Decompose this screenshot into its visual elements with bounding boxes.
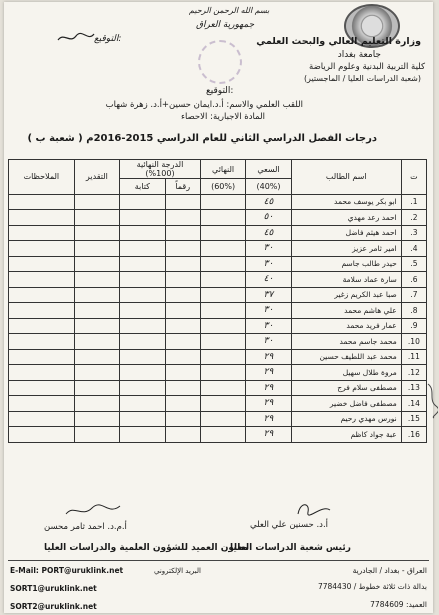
signatory-left-name: أ.م.د. احمد ثامر محسن xyxy=(44,522,127,532)
cell-effort: ٤٥ xyxy=(246,194,291,210)
cell-total-words xyxy=(120,411,165,427)
cell-total-num xyxy=(165,225,200,241)
department-name: (شعبة الدراسات العليا / الماجستير) xyxy=(303,74,421,83)
cell-final xyxy=(200,396,245,412)
cell-effort: ٢٩ xyxy=(246,396,291,412)
table-row xyxy=(9,225,427,241)
cell-notes xyxy=(9,194,75,210)
cell-notes xyxy=(9,349,75,365)
cell-name: محمد عبد اللطيف حسين xyxy=(291,349,401,365)
cell-total-words xyxy=(120,427,165,443)
cell-grade xyxy=(74,225,119,241)
col-final: النهائي xyxy=(200,160,245,179)
cell-total-words xyxy=(120,334,165,350)
cell-total-num xyxy=(165,365,200,381)
signature-right-icon xyxy=(294,498,334,520)
cell-total-words xyxy=(120,396,165,412)
cell-total-num xyxy=(165,194,200,210)
cell-effort: ٣٠ xyxy=(246,241,291,257)
cell-total-words xyxy=(120,318,165,334)
cell-effort: ٤٠ xyxy=(246,272,291,288)
cell-effort: ٢٩ xyxy=(246,411,291,427)
cell-name: مصطفى فاضل خضير xyxy=(291,396,401,412)
subject-line: المادة الاجبارية: الاحصاء xyxy=(180,112,265,122)
footer-divider xyxy=(8,560,429,561)
cell-index: 3. xyxy=(401,225,426,241)
cell-index: 6. xyxy=(401,272,426,288)
cell-final xyxy=(200,241,245,257)
footer-site-1: SORT1@uruklink.net xyxy=(10,584,97,593)
cell-name: مروة طلال سهيل xyxy=(291,365,401,381)
cell-final xyxy=(200,349,245,365)
cell-total-num xyxy=(165,241,200,257)
signature-label-2: التوقيع: xyxy=(206,86,234,96)
cell-name: نورس مهدي رحيم xyxy=(291,411,401,427)
cell-grade xyxy=(74,411,119,427)
table-row xyxy=(9,318,427,334)
cell-index: 14. xyxy=(401,396,426,412)
document-sheet xyxy=(4,2,433,613)
cell-effort: ٢٩ xyxy=(246,365,291,381)
col-total: الدرجة النهائية (100%) xyxy=(120,160,201,179)
margin-scribble-icon xyxy=(426,380,438,420)
col-total-num: رقماً xyxy=(165,179,200,195)
college-name: كلية التربية البدنية وعلوم الرياضة xyxy=(309,62,425,72)
cell-index: 13. xyxy=(401,380,426,396)
cell-name: امير ثامر عزيز xyxy=(291,241,401,257)
cell-effort: ٣٧ xyxy=(246,287,291,303)
cell-name: عبة جواد كاظم xyxy=(291,427,401,443)
cell-index: 2. xyxy=(401,210,426,226)
cell-index: 5. xyxy=(401,256,426,272)
footer-site-2: SORT2@uruklink.net xyxy=(10,602,97,611)
cell-effort: ٥٠ xyxy=(246,210,291,226)
signatory-right-name: أ.د. حسنين علي العلي xyxy=(250,520,329,530)
table-row xyxy=(9,287,427,303)
cell-total-words xyxy=(120,256,165,272)
cell-grade xyxy=(74,349,119,365)
table-row xyxy=(9,256,427,272)
cell-index: 8. xyxy=(401,303,426,319)
cell-total-num xyxy=(165,303,200,319)
cell-notes xyxy=(9,396,75,412)
cell-total-words xyxy=(120,225,165,241)
col-index: ت xyxy=(401,160,426,195)
cell-final xyxy=(200,411,245,427)
cell-total-num xyxy=(165,349,200,365)
cell-index: 15. xyxy=(401,411,426,427)
cell-final xyxy=(200,225,245,241)
cell-total-words xyxy=(120,241,165,257)
cell-notes xyxy=(9,380,75,396)
col-final-pct: (60%) xyxy=(200,179,245,195)
cell-name: ابو بكر يوسف محمد xyxy=(291,194,401,210)
cell-final xyxy=(200,272,245,288)
cell-total-words xyxy=(120,303,165,319)
cell-effort: ٣٠ xyxy=(246,256,291,272)
cell-final xyxy=(200,318,245,334)
cell-grade xyxy=(74,427,119,443)
cell-index: 11. xyxy=(401,349,426,365)
cell-total-words xyxy=(120,287,165,303)
cell-grade xyxy=(74,396,119,412)
cell-final xyxy=(200,303,245,319)
cell-effort: ٢٩ xyxy=(246,427,291,443)
cell-name: عمار فريد محمد xyxy=(291,318,401,334)
cell-name: احمد هيثم فاضل xyxy=(291,225,401,241)
signature-scribble-icon xyxy=(56,30,96,46)
cell-grade xyxy=(74,194,119,210)
col-effort-pct: (40%) xyxy=(246,179,291,195)
cell-grade xyxy=(74,241,119,257)
cell-final xyxy=(200,194,245,210)
cell-grade xyxy=(74,287,119,303)
cell-index: 7. xyxy=(401,287,426,303)
cell-effort: ٣٠ xyxy=(246,318,291,334)
cell-notes xyxy=(9,287,75,303)
cell-index: 9. xyxy=(401,318,426,334)
cell-notes xyxy=(9,427,75,443)
footer-phone: بدالة ذات ثلاثة خطوط / 7784430 xyxy=(317,582,427,591)
cell-effort: ٤٥ xyxy=(246,225,291,241)
cell-grade xyxy=(74,210,119,226)
cell-notes xyxy=(9,241,75,257)
table-row xyxy=(9,272,427,288)
cell-effort: ٣٠ xyxy=(246,303,291,319)
cell-name: محمد جاسم محمد xyxy=(291,334,401,350)
cell-notes xyxy=(9,210,75,226)
cell-index: 4. xyxy=(401,241,426,257)
cell-grade xyxy=(74,380,119,396)
page-heading: درجات الفصل الدراسي الثاني للعام الدراسي 2015-2016م ( شعبة ب ) xyxy=(27,133,377,144)
cell-grade xyxy=(74,256,119,272)
cell-total-num xyxy=(165,210,200,226)
cell-name: حيدر طالب جاسم xyxy=(291,256,401,272)
cell-total-num xyxy=(165,272,200,288)
col-notes: الملاحظات xyxy=(9,160,75,195)
table-row xyxy=(9,303,427,319)
ministry-name: وزارة التعليم العالي والبحث العلمي xyxy=(256,36,421,47)
footer-fax: العميد: 7784609 xyxy=(370,600,427,609)
cell-total-words xyxy=(120,210,165,226)
cell-total-num xyxy=(165,411,200,427)
cell-final xyxy=(200,287,245,303)
cell-total-words xyxy=(120,272,165,288)
col-grade: التقدير xyxy=(74,160,119,195)
cell-final xyxy=(200,380,245,396)
cell-final xyxy=(200,365,245,381)
cell-notes xyxy=(9,225,75,241)
cell-name: احمد رعد مهدي xyxy=(291,210,401,226)
cell-name: مصطفى سلام فرج xyxy=(291,380,401,396)
cell-grade xyxy=(74,303,119,319)
cell-total-words xyxy=(120,365,165,381)
cell-effort: ٢٩ xyxy=(246,380,291,396)
cell-final xyxy=(200,210,245,226)
table-row xyxy=(9,365,427,381)
cell-grade xyxy=(74,334,119,350)
cell-notes xyxy=(9,303,75,319)
republic-title: جمهورية العراق xyxy=(196,20,255,30)
cell-total-num xyxy=(165,287,200,303)
cell-total-num xyxy=(165,318,200,334)
table-row xyxy=(9,241,427,257)
cell-total-num xyxy=(165,396,200,412)
cell-total-words xyxy=(120,380,165,396)
cell-notes xyxy=(9,411,75,427)
table-row xyxy=(9,411,427,427)
grades-table xyxy=(8,159,427,443)
col-effort: السعي xyxy=(246,160,291,179)
cell-total-num xyxy=(165,256,200,272)
signature-left-icon xyxy=(64,502,124,520)
cell-notes xyxy=(9,318,75,334)
footer-email-label: البريد الإلكتروني xyxy=(154,567,201,575)
table-row xyxy=(9,380,427,396)
cell-total-num xyxy=(165,380,200,396)
cell-total-words xyxy=(120,349,165,365)
instructor-line: اللقب العلمي والاسم: أ.د.ايمان حسين+أ.د. زهرة شهاب xyxy=(105,100,303,110)
cell-notes xyxy=(9,272,75,288)
cell-total-num xyxy=(165,427,200,443)
table-row xyxy=(9,396,427,412)
footer-address: العراق - بغداد / الجادرية xyxy=(352,566,427,575)
signature-label: التوقيع: xyxy=(94,34,122,44)
university-name: جامعة بغداد xyxy=(337,50,381,60)
col-name: اسم الطالب xyxy=(291,160,401,195)
cell-name: سارة عماد سلامة xyxy=(291,272,401,288)
cell-name: علي هاشم محمد xyxy=(291,303,401,319)
cell-index: 16. xyxy=(401,427,426,443)
cell-final xyxy=(200,256,245,272)
cell-total-words xyxy=(120,194,165,210)
cell-total-num xyxy=(165,334,200,350)
cell-grade xyxy=(74,365,119,381)
cell-name: صبا عبد الكريم زغير xyxy=(291,287,401,303)
footer-email: E-Mail: PORT@uruklink.net xyxy=(10,566,124,575)
cell-effort: ٢٩ xyxy=(246,349,291,365)
cell-notes xyxy=(9,365,75,381)
col-total-words: كتابة xyxy=(120,179,165,195)
cell-index: 12. xyxy=(401,365,426,381)
cell-notes xyxy=(9,256,75,272)
cell-grade xyxy=(74,272,119,288)
cell-index: 10. xyxy=(401,334,426,350)
cell-final xyxy=(200,427,245,443)
cell-effort: ٣٠ xyxy=(246,334,291,350)
table-row xyxy=(9,427,427,443)
signatory-right-title: رئيس شعبة الدراسات العليا xyxy=(230,543,351,553)
table-row xyxy=(9,194,427,210)
cell-notes xyxy=(9,334,75,350)
table-row xyxy=(9,210,427,226)
cell-grade xyxy=(74,318,119,334)
table-row xyxy=(9,334,427,350)
table-row xyxy=(9,349,427,365)
signatory-left-title: معاون العميد للشؤون العلمية والدراسات العليا xyxy=(44,543,249,553)
stamp-icon xyxy=(198,40,242,84)
cell-final xyxy=(200,334,245,350)
cell-index: 1. xyxy=(401,194,426,210)
basmala: بسم الله الرحمن الرحيم xyxy=(189,6,270,15)
